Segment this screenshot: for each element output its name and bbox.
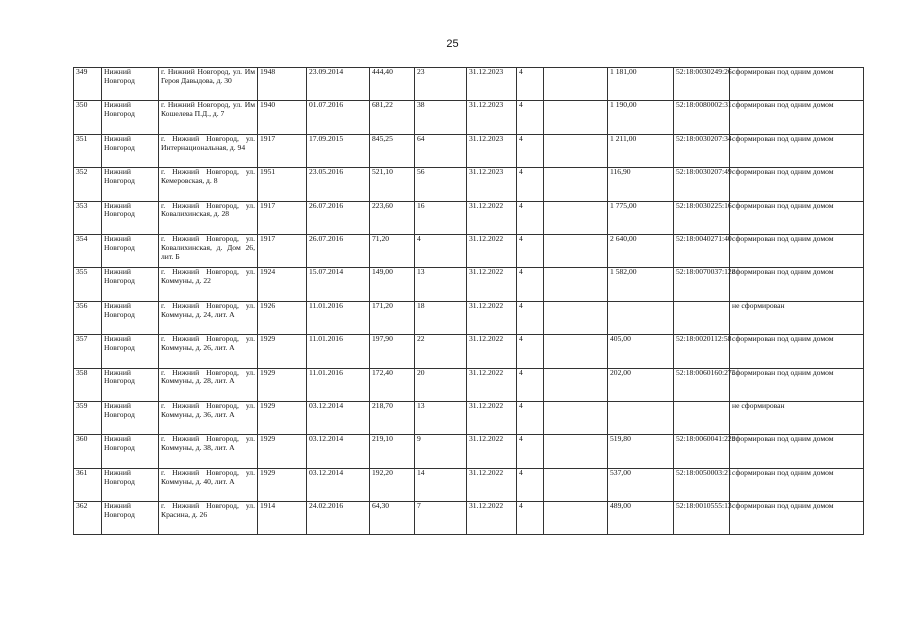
deadline-cell: 31.12.2023 <box>467 68 517 101</box>
date-cell: 26.07.2016 <box>307 234 370 267</box>
land-area-cell: 519,80 <box>608 435 674 468</box>
address-cell: г. Нижний Новгород, ул. Коммуны, д. 26, лит. А <box>159 335 258 368</box>
table-row <box>74 134 864 167</box>
year-built-cell: 1929 <box>258 468 307 501</box>
cadastral-number-cell: 52:18:0060041:229 <box>674 435 730 468</box>
year-built-cell: 1929 <box>258 368 307 401</box>
year-built-cell: 1951 <box>258 168 307 201</box>
table-row <box>74 68 864 101</box>
empty-cell <box>544 101 608 134</box>
cadastral-number-cell <box>674 301 730 334</box>
cadastral-number-cell: 52:18:0030207:49 <box>674 168 730 201</box>
cadastral-number-cell: 52:18:0030225:16 <box>674 201 730 234</box>
year-built-cell: 1948 <box>258 68 307 101</box>
record-number: 361 <box>74 468 102 501</box>
empty-cell <box>544 168 608 201</box>
address-cell: г. Нижний Новгород, ул. Коммуны, д. 40, лит. А <box>159 468 258 501</box>
table-row <box>74 468 864 501</box>
address-cell: г. Нижний Новгород, ул. Ковалихинская, д. Дом 26, лит. Б <box>159 234 258 267</box>
record-number: 360 <box>74 435 102 468</box>
address-cell: г. Нижний Новгород, ул. Красина, д. 26 <box>159 502 258 535</box>
land-status-cell: сформирован под одним домом <box>730 234 864 267</box>
date-cell: 26.07.2016 <box>307 201 370 234</box>
residents-count-cell: 13 <box>415 268 467 301</box>
record-number: 352 <box>74 168 102 201</box>
city-cell: Нижний Новгород <box>102 335 159 368</box>
area-cell: 218,70 <box>370 401 415 434</box>
city-cell: Нижний Новгород <box>102 101 159 134</box>
land-area-cell: 116,90 <box>608 168 674 201</box>
address-cell: г. Нижний Новгород, ул. Интернациональная, д. 94 <box>159 134 258 167</box>
record-number: 353 <box>74 201 102 234</box>
deadline-cell: 31.12.2022 <box>467 368 517 401</box>
year-built-cell: 1929 <box>258 335 307 368</box>
date-cell: 11.01.2016 <box>307 368 370 401</box>
area-cell: 444,40 <box>370 68 415 101</box>
land-area-cell: 1 181,00 <box>608 68 674 101</box>
year-built-cell: 1924 <box>258 268 307 301</box>
residents-count-cell: 13 <box>415 401 467 434</box>
empty-cell <box>544 368 608 401</box>
table-row <box>74 201 864 234</box>
address-cell: г. Нижний Новгород, ул. Ковалихинская, д. 28 <box>159 201 258 234</box>
deadline-cell: 31.12.2023 <box>467 168 517 201</box>
date-cell: 11.01.2016 <box>307 301 370 334</box>
city-cell: Нижний Новгород <box>102 168 159 201</box>
area-cell: 223,60 <box>370 201 415 234</box>
area-cell: 64,30 <box>370 502 415 535</box>
year-built-cell: 1917 <box>258 201 307 234</box>
land-area-cell: 405,00 <box>608 335 674 368</box>
year-built-cell: 1917 <box>258 234 307 267</box>
housing-registry-table <box>73 67 864 535</box>
empty-cell <box>544 435 608 468</box>
deadline-cell: 31.12.2022 <box>467 201 517 234</box>
empty-cell <box>544 201 608 234</box>
cadastral-number-cell: 52:18:0080002:31 <box>674 101 730 134</box>
code-cell: 4 <box>517 101 544 134</box>
residents-count-cell: 20 <box>415 368 467 401</box>
land-status-cell: сформирован под одним домом <box>730 435 864 468</box>
cadastral-number-cell: 52:18:0060160:275 <box>674 368 730 401</box>
land-status-cell: сформирован под одним домом <box>730 502 864 535</box>
deadline-cell: 31.12.2022 <box>467 401 517 434</box>
deadline-cell: 31.12.2023 <box>467 134 517 167</box>
date-cell: 01.07.2016 <box>307 101 370 134</box>
address-cell: г. Нижний Новгород, ул. Коммуны, д. 22 <box>159 268 258 301</box>
cadastral-number-cell: 52:18:0040271:40 <box>674 234 730 267</box>
area-cell: 521,10 <box>370 168 415 201</box>
code-cell: 4 <box>517 301 544 334</box>
date-cell: 17.09.2015 <box>307 134 370 167</box>
record-number: 358 <box>74 368 102 401</box>
code-cell: 4 <box>517 401 544 434</box>
city-cell: Нижний Новгород <box>102 435 159 468</box>
land-status-cell: сформирован под одним домом <box>730 168 864 201</box>
residents-count-cell: 38 <box>415 101 467 134</box>
table-row <box>74 368 864 401</box>
land-area-cell: 1 582,00 <box>608 268 674 301</box>
land-area-cell <box>608 401 674 434</box>
record-number: 362 <box>74 502 102 535</box>
address-cell: г. Нижний Новгород, ул. Коммуны, д. 36, лит. А <box>159 401 258 434</box>
code-cell: 4 <box>517 468 544 501</box>
empty-cell <box>544 234 608 267</box>
record-number: 357 <box>74 335 102 368</box>
date-cell: 03.12.2014 <box>307 435 370 468</box>
residents-count-cell: 18 <box>415 301 467 334</box>
residents-count-cell: 56 <box>415 168 467 201</box>
year-built-cell: 1914 <box>258 502 307 535</box>
empty-cell <box>544 502 608 535</box>
page-number: 25 <box>446 38 459 50</box>
table-row <box>74 401 864 434</box>
cadastral-number-cell <box>674 401 730 434</box>
city-cell: Нижний Новгород <box>102 268 159 301</box>
code-cell: 4 <box>517 268 544 301</box>
address-cell: г. Нижний Новгород, ул. Кемеровская, д. 8 <box>159 168 258 201</box>
empty-cell <box>544 468 608 501</box>
cadastral-number-cell: 52:18:0020112:58 <box>674 335 730 368</box>
record-number: 349 <box>74 68 102 101</box>
city-cell: Нижний Новгород <box>102 468 159 501</box>
area-cell: 197,90 <box>370 335 415 368</box>
residents-count-cell: 7 <box>415 502 467 535</box>
city-cell: Нижний Новгород <box>102 502 159 535</box>
land-status-cell: сформирован под одним домом <box>730 101 864 134</box>
record-number: 355 <box>74 268 102 301</box>
land-status-cell: сформирован под одним домом <box>730 201 864 234</box>
land-status-cell: не сформирован <box>730 401 864 434</box>
city-cell: Нижний Новгород <box>102 401 159 434</box>
record-number: 354 <box>74 234 102 267</box>
land-area-cell: 537,00 <box>608 468 674 501</box>
city-cell: Нижний Новгород <box>102 201 159 234</box>
record-number: 350 <box>74 101 102 134</box>
address-cell: г. Нижний Новгород, ул. Им Героя Давыдова, д. 30 <box>159 68 258 101</box>
deadline-cell: 31.12.2022 <box>467 468 517 501</box>
table-row <box>74 268 864 301</box>
deadline-cell: 31.12.2022 <box>467 234 517 267</box>
land-status-cell: сформирован под одним домом <box>730 268 864 301</box>
code-cell: 4 <box>517 201 544 234</box>
residents-count-cell: 16 <box>415 201 467 234</box>
address-cell: г. Нижний Новгород, ул. Им Кошелева П.Д., д. 7 <box>159 101 258 134</box>
year-built-cell: 1929 <box>258 435 307 468</box>
land-status-cell: сформирован под одним домом <box>730 68 864 101</box>
land-status-cell: сформирован под одним домом <box>730 368 864 401</box>
deadline-cell: 31.12.2022 <box>467 301 517 334</box>
table-row <box>74 301 864 334</box>
residents-count-cell: 23 <box>415 68 467 101</box>
land-status-cell: сформирован под одним домом <box>730 468 864 501</box>
area-cell: 172,40 <box>370 368 415 401</box>
empty-cell <box>544 401 608 434</box>
city-cell: Нижний Новгород <box>102 68 159 101</box>
table-row <box>74 435 864 468</box>
land-area-cell: 2 640,00 <box>608 234 674 267</box>
code-cell: 4 <box>517 368 544 401</box>
date-cell: 24.02.2016 <box>307 502 370 535</box>
residents-count-cell: 4 <box>415 234 467 267</box>
record-number: 356 <box>74 301 102 334</box>
cadastral-number-cell: 52:18:0050003:21 <box>674 468 730 501</box>
cadastral-number-cell: 52:18:0030207:34 <box>674 134 730 167</box>
year-built-cell: 1926 <box>258 301 307 334</box>
code-cell: 4 <box>517 435 544 468</box>
residents-count-cell: 9 <box>415 435 467 468</box>
land-area-cell: 1 775,00 <box>608 201 674 234</box>
area-cell: 171,20 <box>370 301 415 334</box>
deadline-cell: 31.12.2023 <box>467 101 517 134</box>
table-row <box>74 234 864 267</box>
code-cell: 4 <box>517 335 544 368</box>
date-cell: 15.07.2014 <box>307 268 370 301</box>
table-row <box>74 335 864 368</box>
address-cell: г. Нижний Новгород, ул. Коммуны, д. 38, лит. А <box>159 435 258 468</box>
deadline-cell: 31.12.2022 <box>467 268 517 301</box>
code-cell: 4 <box>517 234 544 267</box>
city-cell: Нижний Новгород <box>102 301 159 334</box>
empty-cell <box>544 68 608 101</box>
deadline-cell: 31.12.2022 <box>467 502 517 535</box>
date-cell: 03.12.2014 <box>307 401 370 434</box>
city-cell: Нижний Новгород <box>102 368 159 401</box>
date-cell: 23.05.2016 <box>307 168 370 201</box>
land-area-cell: 489,00 <box>608 502 674 535</box>
land-area-cell: 1 211,00 <box>608 134 674 167</box>
record-number: 351 <box>74 134 102 167</box>
date-cell: 23.09.2014 <box>307 68 370 101</box>
cadastral-number-cell: 52:18:0070037:128 <box>674 268 730 301</box>
residents-count-cell: 14 <box>415 468 467 501</box>
empty-cell <box>544 134 608 167</box>
empty-cell <box>544 335 608 368</box>
empty-cell <box>544 301 608 334</box>
land-area-cell: 1 190,00 <box>608 101 674 134</box>
address-cell: г. Нижний Новгород, ул. Коммуны, д. 28, лит. А <box>159 368 258 401</box>
land-status-cell: сформирован под одним домом <box>730 335 864 368</box>
code-cell: 4 <box>517 502 544 535</box>
code-cell: 4 <box>517 68 544 101</box>
city-cell: Нижний Новгород <box>102 234 159 267</box>
land-area-cell <box>608 301 674 334</box>
area-cell: 71,20 <box>370 234 415 267</box>
deadline-cell: 31.12.2022 <box>467 335 517 368</box>
deadline-cell: 31.12.2022 <box>467 435 517 468</box>
table-row <box>74 502 864 535</box>
land-area-cell: 202,00 <box>608 368 674 401</box>
year-built-cell: 1917 <box>258 134 307 167</box>
table-row <box>74 168 864 201</box>
date-cell: 03.12.2014 <box>307 468 370 501</box>
year-built-cell: 1929 <box>258 401 307 434</box>
land-status-cell: не сформирован <box>730 301 864 334</box>
cadastral-number-cell: 52:18:0010555:13 <box>674 502 730 535</box>
area-cell: 219,10 <box>370 435 415 468</box>
area-cell: 192,20 <box>370 468 415 501</box>
code-cell: 4 <box>517 134 544 167</box>
year-built-cell: 1940 <box>258 101 307 134</box>
record-number: 359 <box>74 401 102 434</box>
code-cell: 4 <box>517 168 544 201</box>
empty-cell <box>544 268 608 301</box>
area-cell: 681,22 <box>370 101 415 134</box>
address-cell: г. Нижний Новгород, ул. Коммуны, д. 24, лит. А <box>159 301 258 334</box>
residents-count-cell: 64 <box>415 134 467 167</box>
residents-count-cell: 22 <box>415 335 467 368</box>
area-cell: 149,00 <box>370 268 415 301</box>
area-cell: 845,25 <box>370 134 415 167</box>
city-cell: Нижний Новгород <box>102 134 159 167</box>
cadastral-number-cell: 52:18:0030249:26 <box>674 68 730 101</box>
land-status-cell: сформирован под одним домом <box>730 134 864 167</box>
date-cell: 11.01.2016 <box>307 335 370 368</box>
table-row <box>74 101 864 134</box>
